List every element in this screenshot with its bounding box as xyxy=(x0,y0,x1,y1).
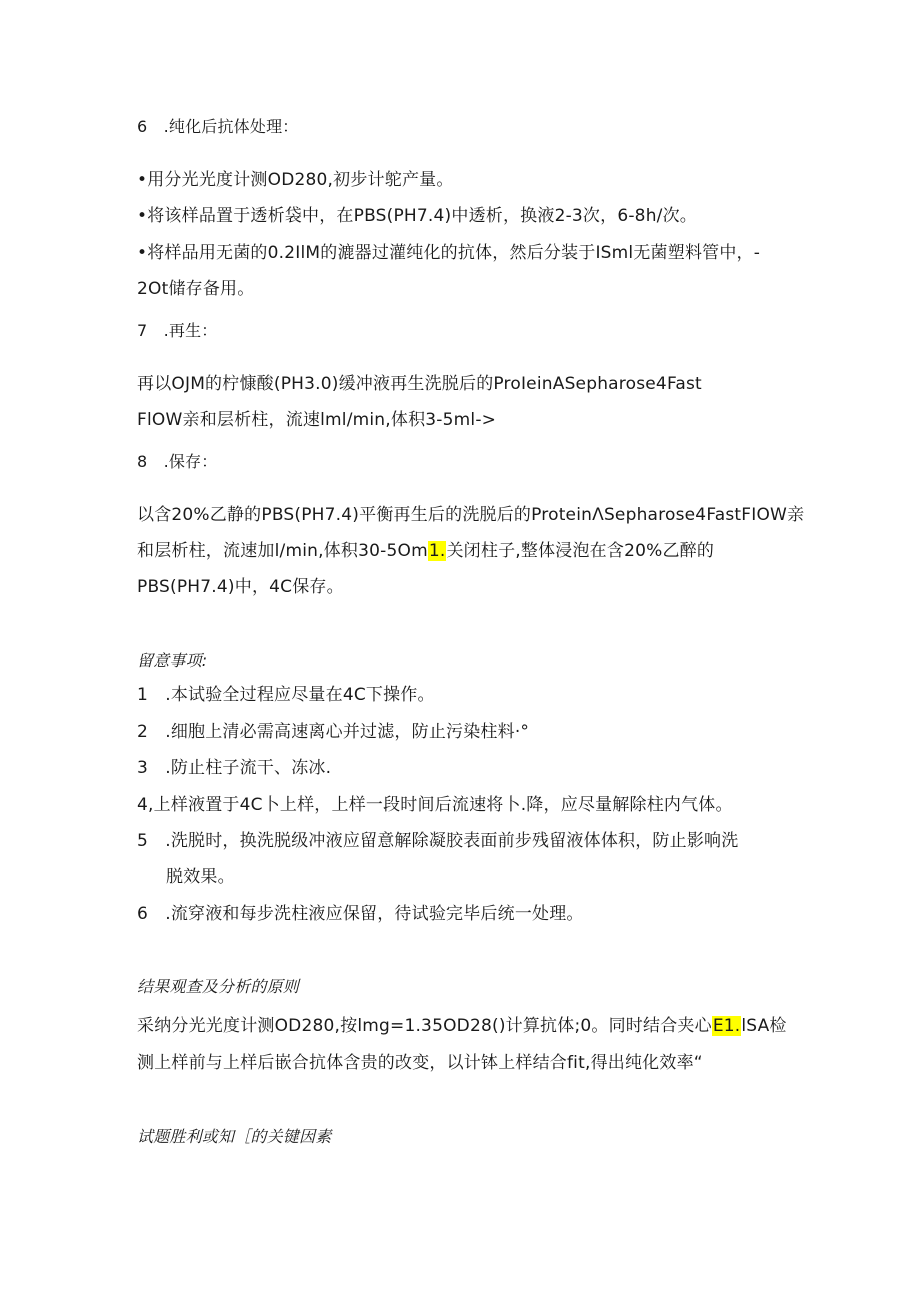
note-4: 4,上样液置于4C卜上样，上样一段时间后流速将卜.降，应尽量解除柱内气体。 xyxy=(137,795,733,815)
results-line-1-text-a: 采纳分光光度计测OD280,按lmg=1.35OD28()计算抗体;0。同时结合夹心 xyxy=(137,1016,712,1036)
note-5-line-2: 脱效果。 xyxy=(166,867,235,887)
note-1: 1 .本试验全过程应尽量在4C下操作。 xyxy=(137,685,435,705)
section-8-paragraph-line-2 xyxy=(137,540,714,562)
section-8-heading: 8 .保存： xyxy=(137,452,218,471)
highlighted-text: E1. xyxy=(712,1016,741,1036)
section-7-paragraph-line-2: FlOW亲和层析柱，流速lml/min,体积3-5ml-> xyxy=(137,410,497,430)
note-3: 3 .防止柱子流干、冻冰. xyxy=(137,758,332,778)
note-5-line-1: 5 .洗脱时，换洗脱级冲液应留意解除凝胶表面前步残留液体体积，防止影响洗 xyxy=(137,831,739,851)
section-7-heading: 7 .再生： xyxy=(137,321,218,340)
section-8-line-2-text-b: 关闭柱子,整体浸泡在含20%乙醉的 xyxy=(446,541,715,561)
note-2: 2 .细胞上清必需高速离心并过滤，防止污染柱料·° xyxy=(137,722,530,742)
notes-heading: 留意事项: xyxy=(137,651,208,670)
section-6-bullet-1: •用分光光度计测OD280,初步计鸵产量。 xyxy=(137,170,454,190)
key-factors-heading: 试题胜利或知［的关键因素 xyxy=(137,1127,332,1146)
section-7-paragraph-line-1: 再以OJM的柠慷酸(PH3.0)缓冲液再生洗脱后的ProIeinASepharose4Fast xyxy=(137,374,702,394)
section-8-paragraph-line-3: PBS(PH7.4)中，4C保存。 xyxy=(137,577,344,597)
section-6-bullet-3-line-2: 2Ot储存备用。 xyxy=(137,279,255,299)
note-6: 6 .流穿液和每步洗柱液应保留，待试验完毕后统一处理。 xyxy=(137,904,584,924)
section-6-bullet-2: •将该样品置于透析袋中，在PBS(PH7.4)中透析，换液2-3次，6-8h/次。 xyxy=(137,206,698,226)
section-8-line-2-text-a: 和层析柱，流速加l/min,体积30-5Om xyxy=(137,541,428,561)
results-line-1-text-b: lSA检 xyxy=(741,1016,787,1036)
results-line-1 xyxy=(137,1015,787,1037)
section-6-heading: 6 .纯化后抗体处理： xyxy=(137,117,299,136)
highlighted-text: 1. xyxy=(428,541,446,561)
results-heading: 结果观查及分析的原则 xyxy=(137,977,300,996)
section-8-paragraph-line-1: 以含20%乙静的PBS(PH7.4)平衡再生后的洗脱后的ProteinΛSepharose4FastFIOW亲 xyxy=(137,505,805,525)
section-6-bullet-3-line-1: •将样品用无菌的0.2IlM的漉器过灌纯化的抗体，然后分装于ISml无菌塑料管中，- xyxy=(137,243,761,263)
results-line-2: 测上样前与上样后嵌合抗体含贵的改变，以计钵上样结合fit,得出纯化效率“ xyxy=(137,1053,703,1073)
